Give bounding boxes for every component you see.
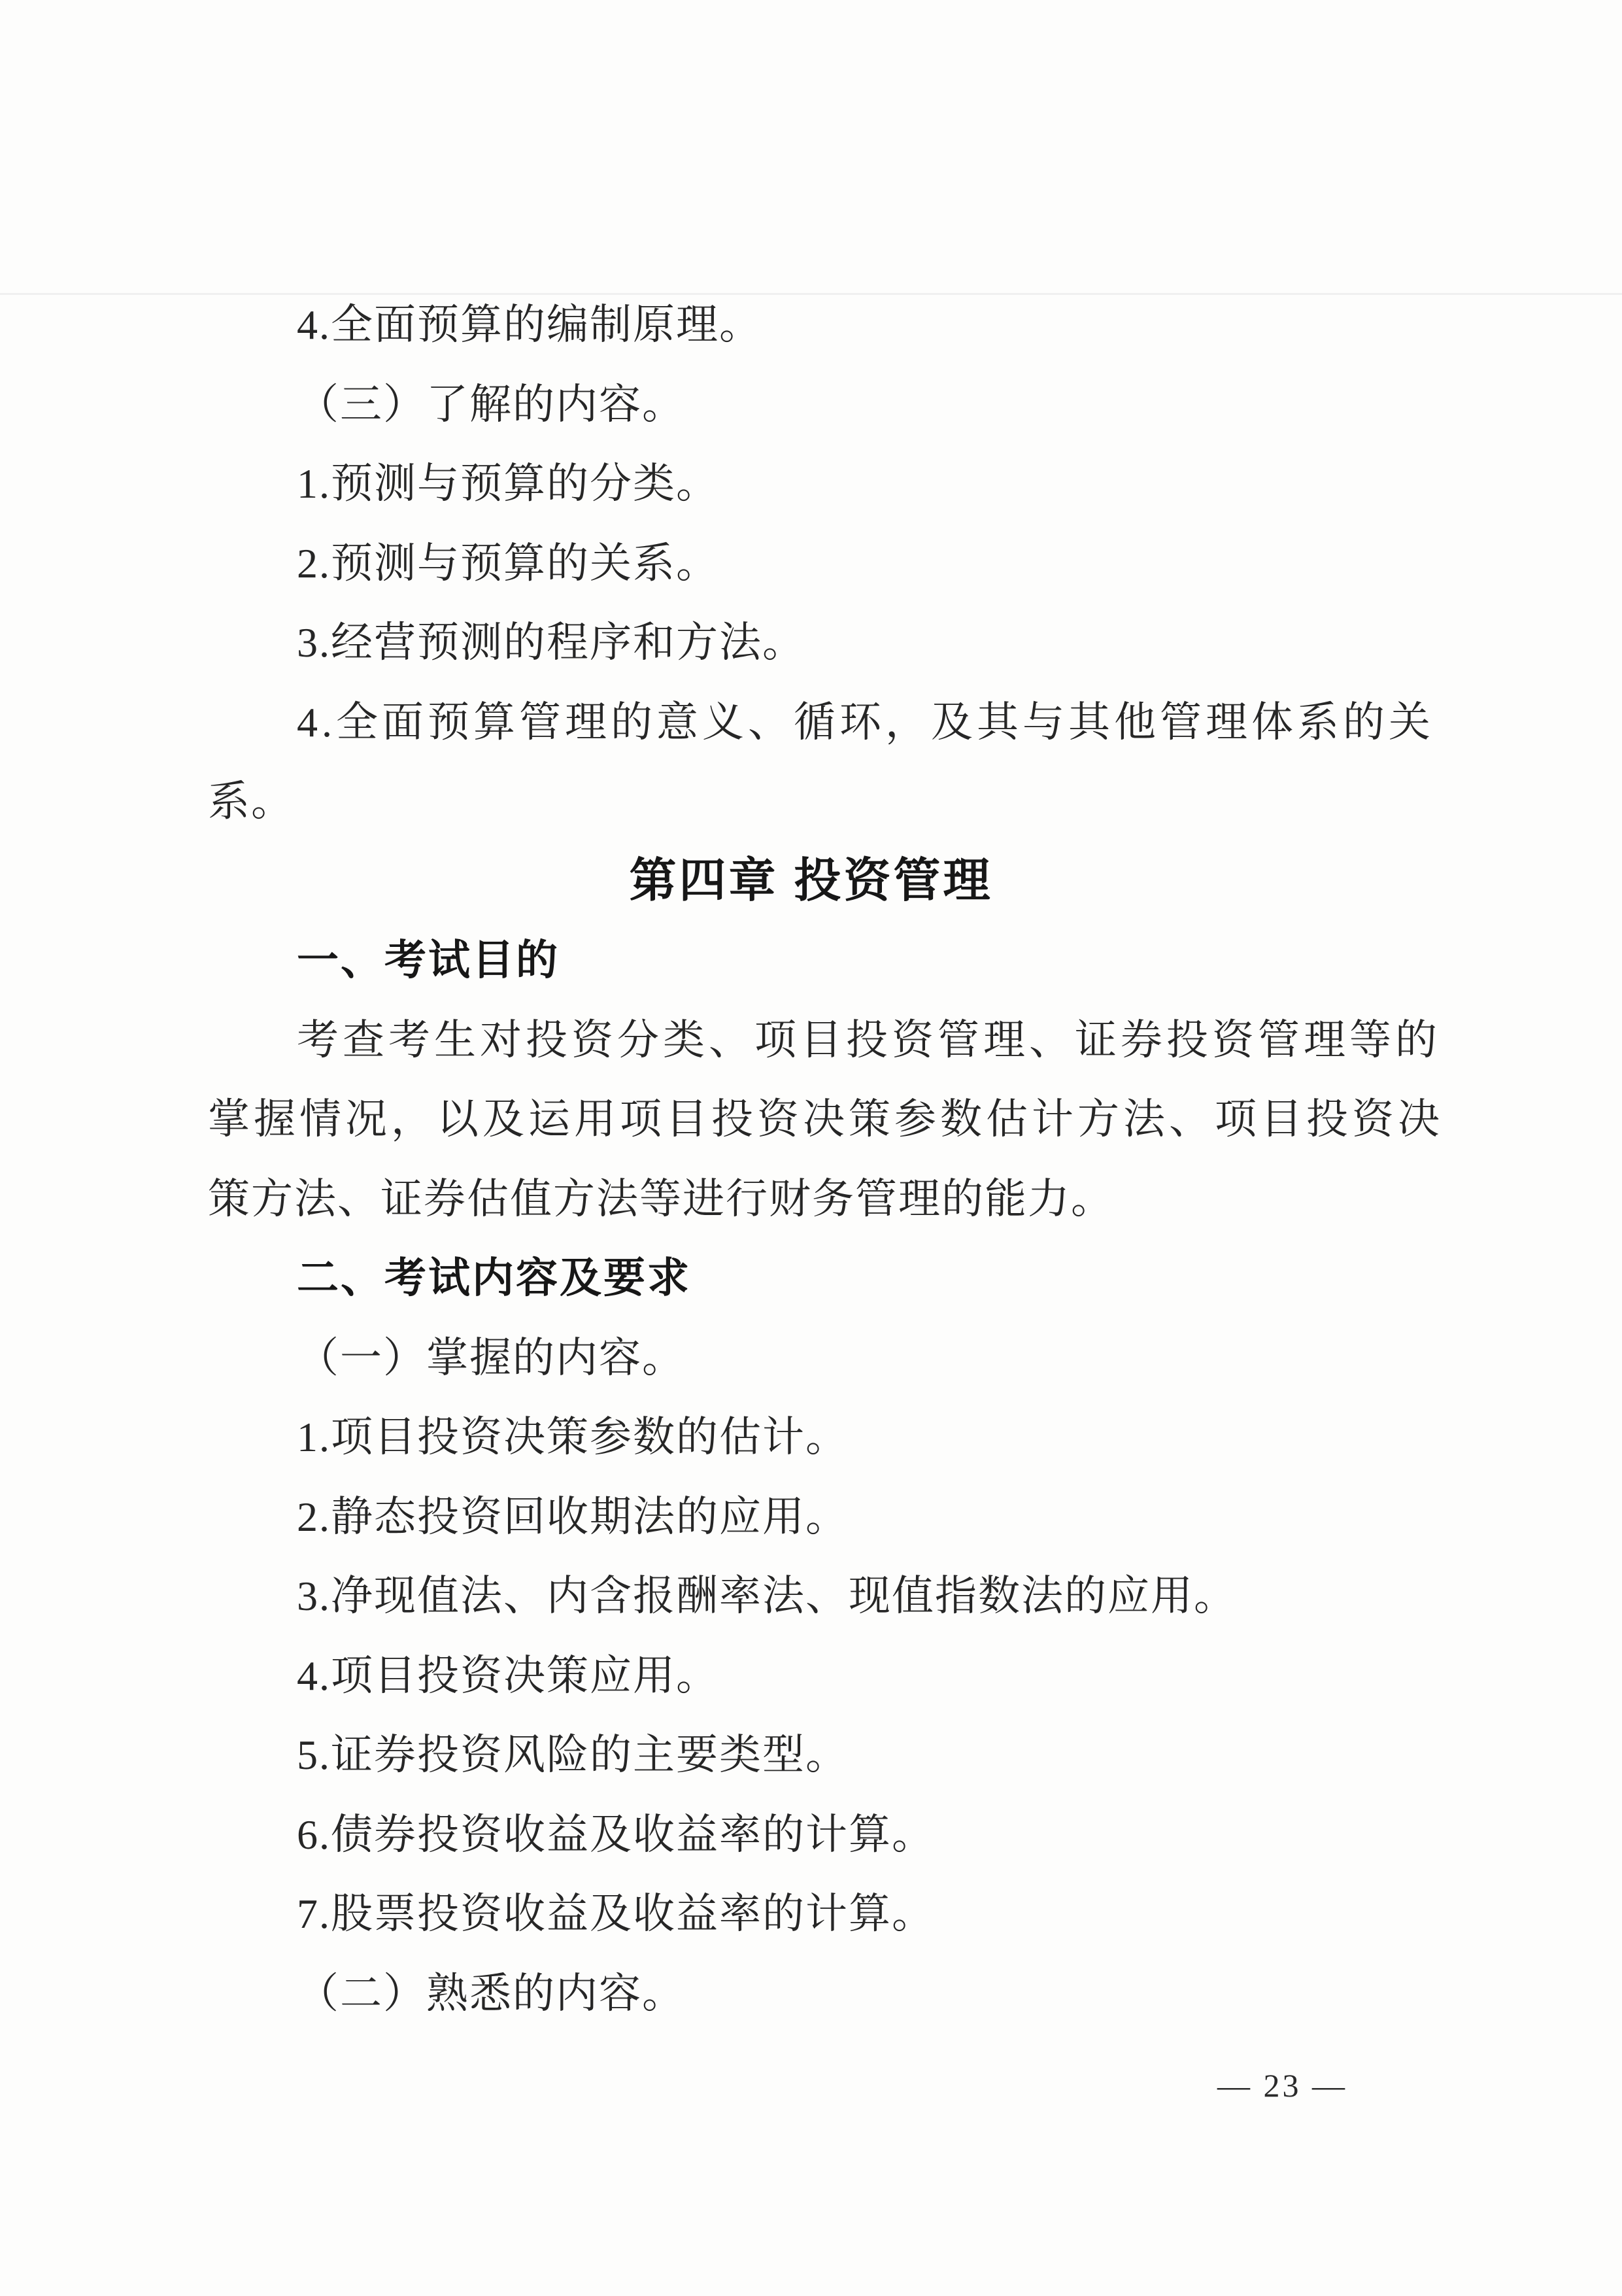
chapter-title: 第四章 投资管理 [629,854,993,907]
text-line: 系。 [208,778,294,825]
text-line: 3.经营预测的程序和方法。 [297,619,805,666]
text-line: 4.全面预算管理的意义、循环，及其与其他管理体系的关 [297,698,1434,745]
text-line: （一）掌握的内容。 [297,1334,685,1381]
text-line: 3.净现值法、内含报酬率法、现值指数法的应用。 [297,1573,1237,1619]
text-line: 掌握情况，以及运用项目投资决策参数估计方法、项目投资决 [208,1096,1444,1142]
text-line: 策方法、证券估值方法等进行财务管理的能力。 [208,1175,1114,1222]
section-heading: 一、考试目的 [297,936,560,984]
text-line: 4.全面预算的编制原理。 [297,301,762,348]
text-line: 考查考生对投资分类、项目投资管理、证券投资管理等的 [297,1016,1441,1063]
text-line: （二）熟悉的内容。 [297,1970,685,2017]
text-line: 1.预测与预算的分类。 [297,460,719,507]
text-line: 2.预测与预算的关系。 [297,540,719,587]
section-heading: 二、考试内容及要求 [297,1254,691,1301]
text-line: 1.项目投资决策参数的估计。 [297,1414,849,1460]
text-line: 2.静态投资回收期法的应用。 [297,1493,849,1540]
text-line: （三）了解的内容。 [297,381,685,428]
text-line: 6.债券投资收益及收益率的计算。 [297,1811,935,1858]
text-line: 5.证券投资风险的主要类型。 [297,1732,849,1778]
text-line: 7.股票投资收益及收益率的计算。 [297,1891,935,1937]
text-line: 4.项目投资决策应用。 [297,1652,719,1699]
page-number: — 23 — [1217,2067,1347,2104]
